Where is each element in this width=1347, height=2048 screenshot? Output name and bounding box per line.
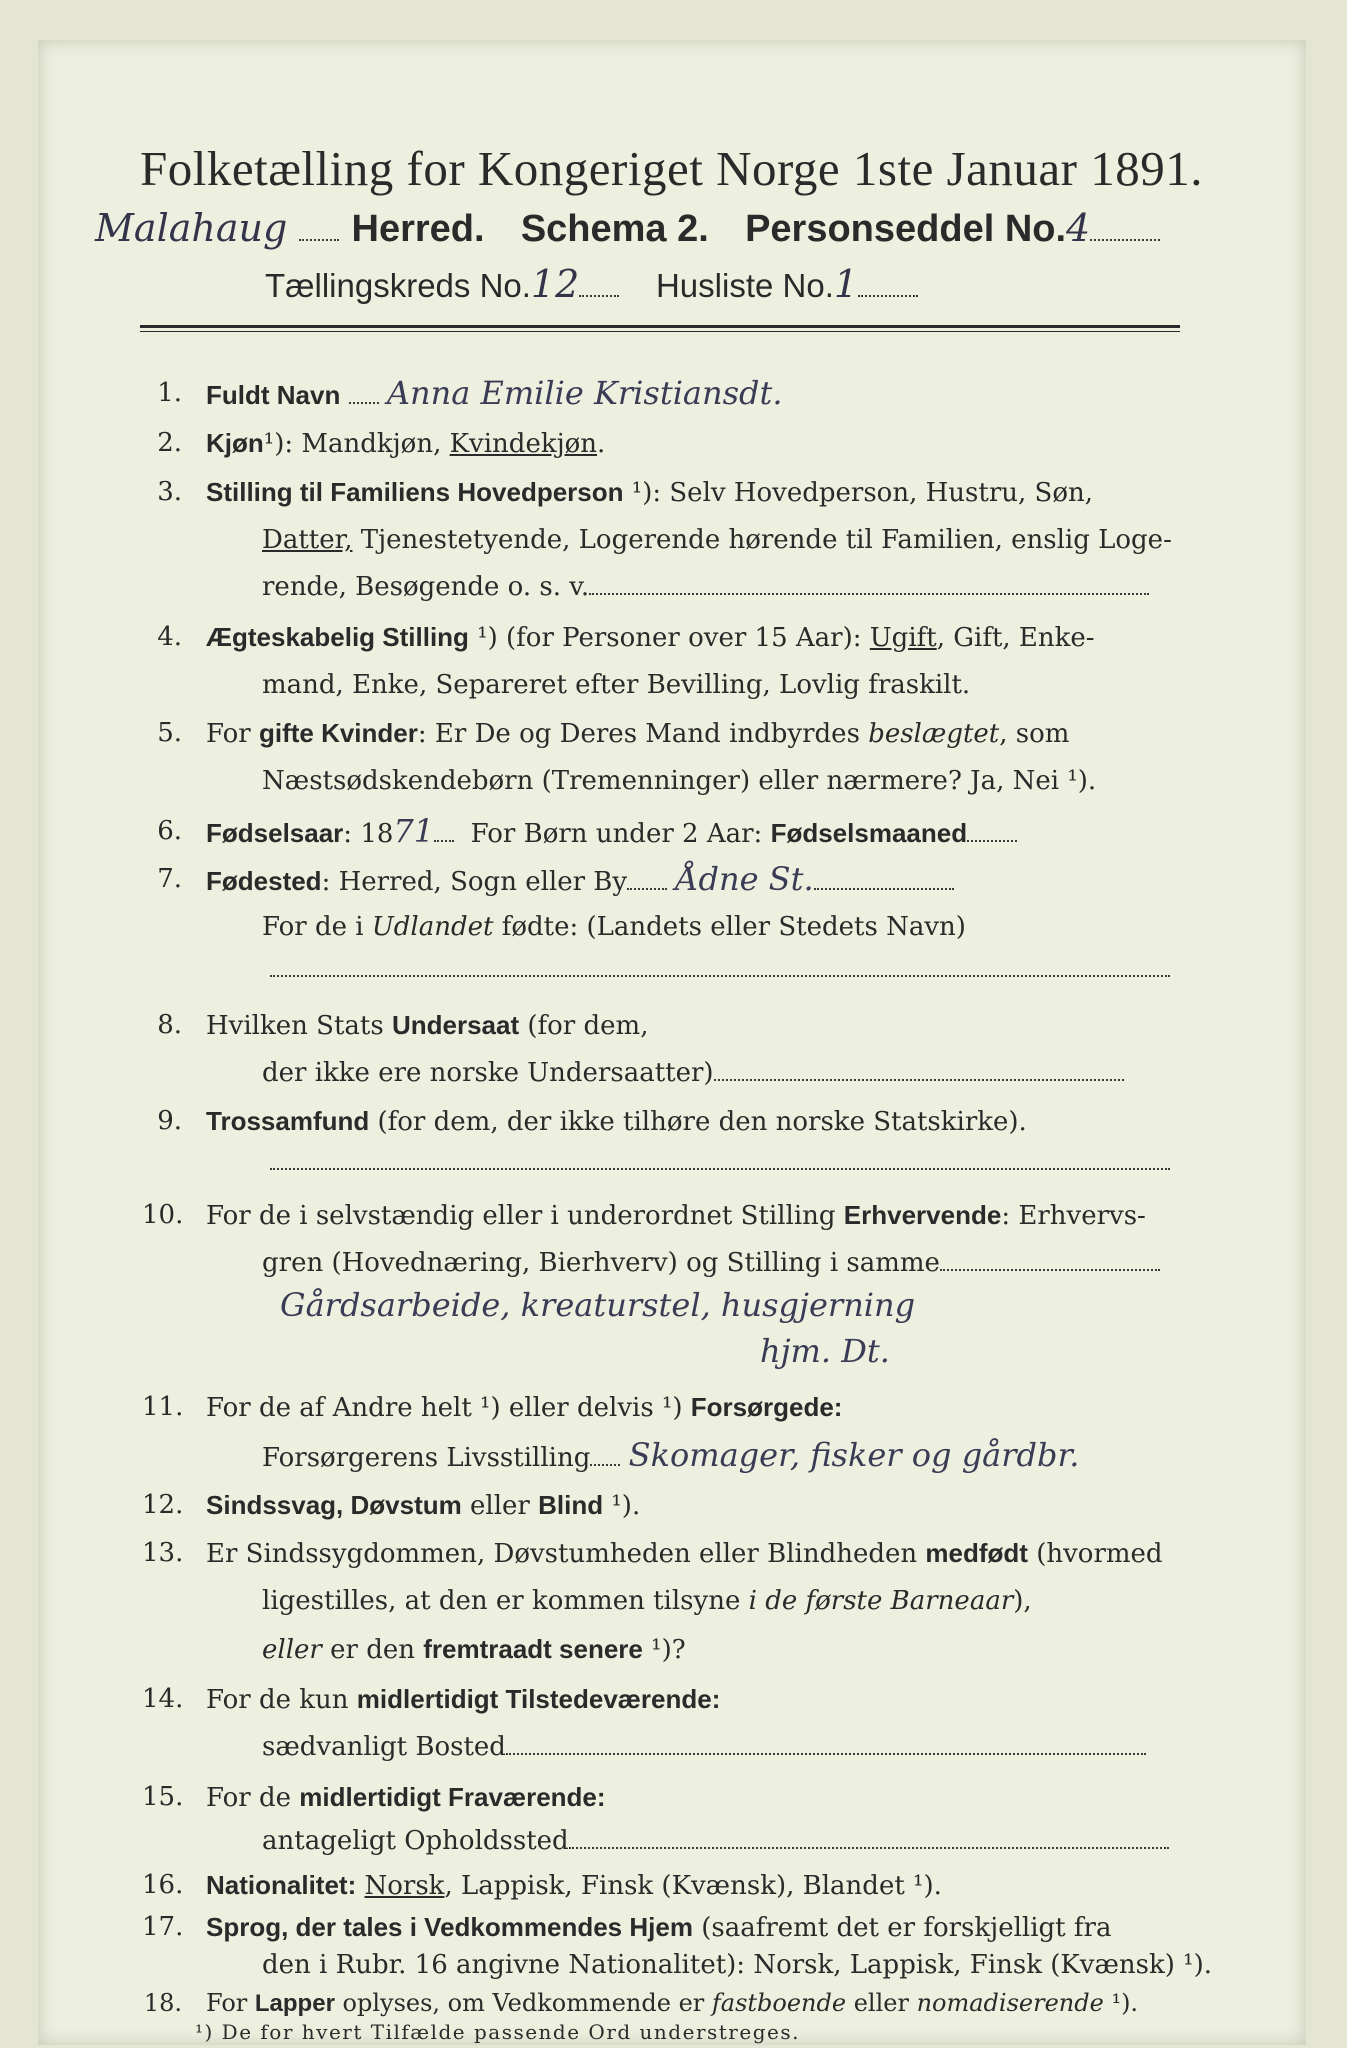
husliste-value: 1: [833, 262, 859, 306]
field-15-line-2: antageligt Opholdssted: [262, 1826, 1169, 1856]
field-9: 9. Trossamfund (for dem, der ikke tilhøre den norske Statskirke).: [157, 1106, 1027, 1137]
header-rule: [140, 325, 1180, 328]
field-8-line-2: der ikke ere norske Undersaatter): [262, 1058, 1124, 1088]
field-10-answer-1: [280, 1286, 916, 1324]
marital-selected: Ugift: [869, 623, 937, 653]
form-title: Folketælling for Kongeriget Norge 1ste Januar 1891.: [140, 141, 1203, 196]
field-8: 8. Hvilken Stats Undersaat (for dem,: [157, 1010, 649, 1041]
field-14-line-2: sædvanligt Bosted: [262, 1732, 1146, 1762]
schema-label: Schema 2.: [520, 208, 709, 250]
herred-label: Herred.: [351, 208, 485, 250]
field-9-blank: [270, 1168, 1170, 1170]
birthplace-value: Ådne St.: [675, 860, 814, 898]
personseddel-label: Personseddel No.: [745, 208, 1067, 250]
field-7: 7. Fødested: Herred, Sogn eller By Ådne St.: [150, 864, 954, 897]
header-line-3: [265, 262, 918, 306]
field-4-line-2: mand, Enke, Separeret efter Bevilling, Lovlig fraskilt.: [262, 670, 971, 700]
field-10-line-2: gren (Hovednæring, Bierhverv) og Stilling i samme: [262, 1248, 1160, 1278]
occupation-value: Gårdsarbeide, kreaturstel, husgjerning: [280, 1286, 916, 1324]
full-name-value: Anna Emilie Kristiansdt.: [386, 374, 783, 412]
field-10: 10. For de i selvstændig eller i underordnet Stilling Erhvervende: Erhvervs-: [142, 1200, 1146, 1231]
field-12: 12. Sindssvag, Døvstum eller Blind ¹).: [142, 1490, 641, 1521]
field-3-line-2: Datter, Tjenestetyende, Logerende hørende til Familien, enslig Loge-: [262, 525, 1172, 555]
field-6: 6. Fødselsaar: 1871 For Børn under 2 Aar: Fødselsmaaned: [150, 816, 1017, 849]
personseddel-value: 4: [1066, 206, 1091, 250]
field-15-row: 15. For de midlertidigt Fraværende:: [142, 1782, 606, 1813]
nationality-selected: Norsk: [364, 1871, 445, 1901]
field-11-line-2: Forsørgerens Livsstilling Skomager, fisker og gårdbr.: [262, 1436, 1080, 1474]
field-5: 5. For gifte Kvinder: Er De og Deres Mand indbyrdes beslægtet, som: [157, 718, 1070, 749]
field-1: 1. Fuldt Navn Anna Emilie Kristiansdt.: [157, 374, 783, 412]
municipality-value: Malahaug: [95, 206, 288, 250]
taellingskreds-value: 12: [530, 262, 580, 306]
field-5-line-2: Næstsødskendebørn (Tremenninger) eller nærmere? Ja, Nei ¹).: [262, 766, 1097, 796]
field-17: 17. Sprog, der tales i Vedkommendes Hjem (saafremt det er forskjelligt fra: [142, 1912, 1112, 1943]
field-13-line-3: eller er den fremtraadt senere ¹)?: [262, 1634, 686, 1665]
taellingskreds-label: Tællingskreds No.: [265, 267, 531, 304]
field-7-blank: [270, 975, 1170, 977]
husliste-label: Husliste No.: [655, 267, 834, 304]
field-3: 3. Stilling til Familiens Hovedperson ¹): Selv Hovedperson, Hustru, Søn,: [157, 477, 1094, 508]
field-13-line-2: ligestilles, at den er kommen tilsyne i de første Barneaar),: [262, 1586, 1032, 1616]
field-16: 16. Nationalitet: Norsk, Lappisk, Finsk (Kvænsk), Blandet ¹).: [142, 1870, 942, 1901]
field-10-answer-2: [760, 1332, 890, 1370]
field-4: 4. Ægteskabelig Stilling ¹) (for Personer over 15 Aar): Ugift, Gift, Enke-: [157, 622, 1095, 653]
field-17-line-2: den i Rubr. 16 angivne Nationalitet): Norsk, Lappisk, Finsk (Kvænsk) ¹).: [262, 1950, 1213, 1980]
field-3-line-3: rende, Besøgende o. s. v.: [262, 572, 1149, 602]
field-11: 11. For de af Andre helt ¹) eller delvis ¹) Forsørgede:: [142, 1392, 843, 1423]
header-rule-thin: [140, 331, 1180, 332]
field-13: 13. Er Sindssygdommen, Døvstumheden eller Blindheden medfødt (hvormed: [142, 1538, 1163, 1569]
relation-selected: Datter,: [262, 525, 353, 555]
field-2: 2. Kjøn¹): Mandkjøn, Kvindekjøn.: [157, 428, 606, 459]
field-7-line-2: For de i Udlandet fødte: (Landets eller Stedets Navn): [262, 912, 966, 942]
occupation-value-2: hjm. Dt.: [760, 1332, 890, 1370]
header-line-2: [95, 206, 1160, 251]
provider-occupation-value: Skomager, fisker og gårdbr.: [628, 1436, 1080, 1474]
field-14: 14. For de kun midlertidigt Tilstedeværende:: [142, 1684, 721, 1715]
birth-year-value: 71: [393, 812, 435, 850]
gender-selected: Kvindekjøn: [449, 429, 598, 459]
field-18: 18. For Lapper oplyses, om Vedkommende er fastboende eller nomadiserende ¹).: [143, 1989, 1139, 2017]
footnote: ¹) De for hvert Tilfælde passende Ord understreges.: [195, 2020, 800, 2044]
